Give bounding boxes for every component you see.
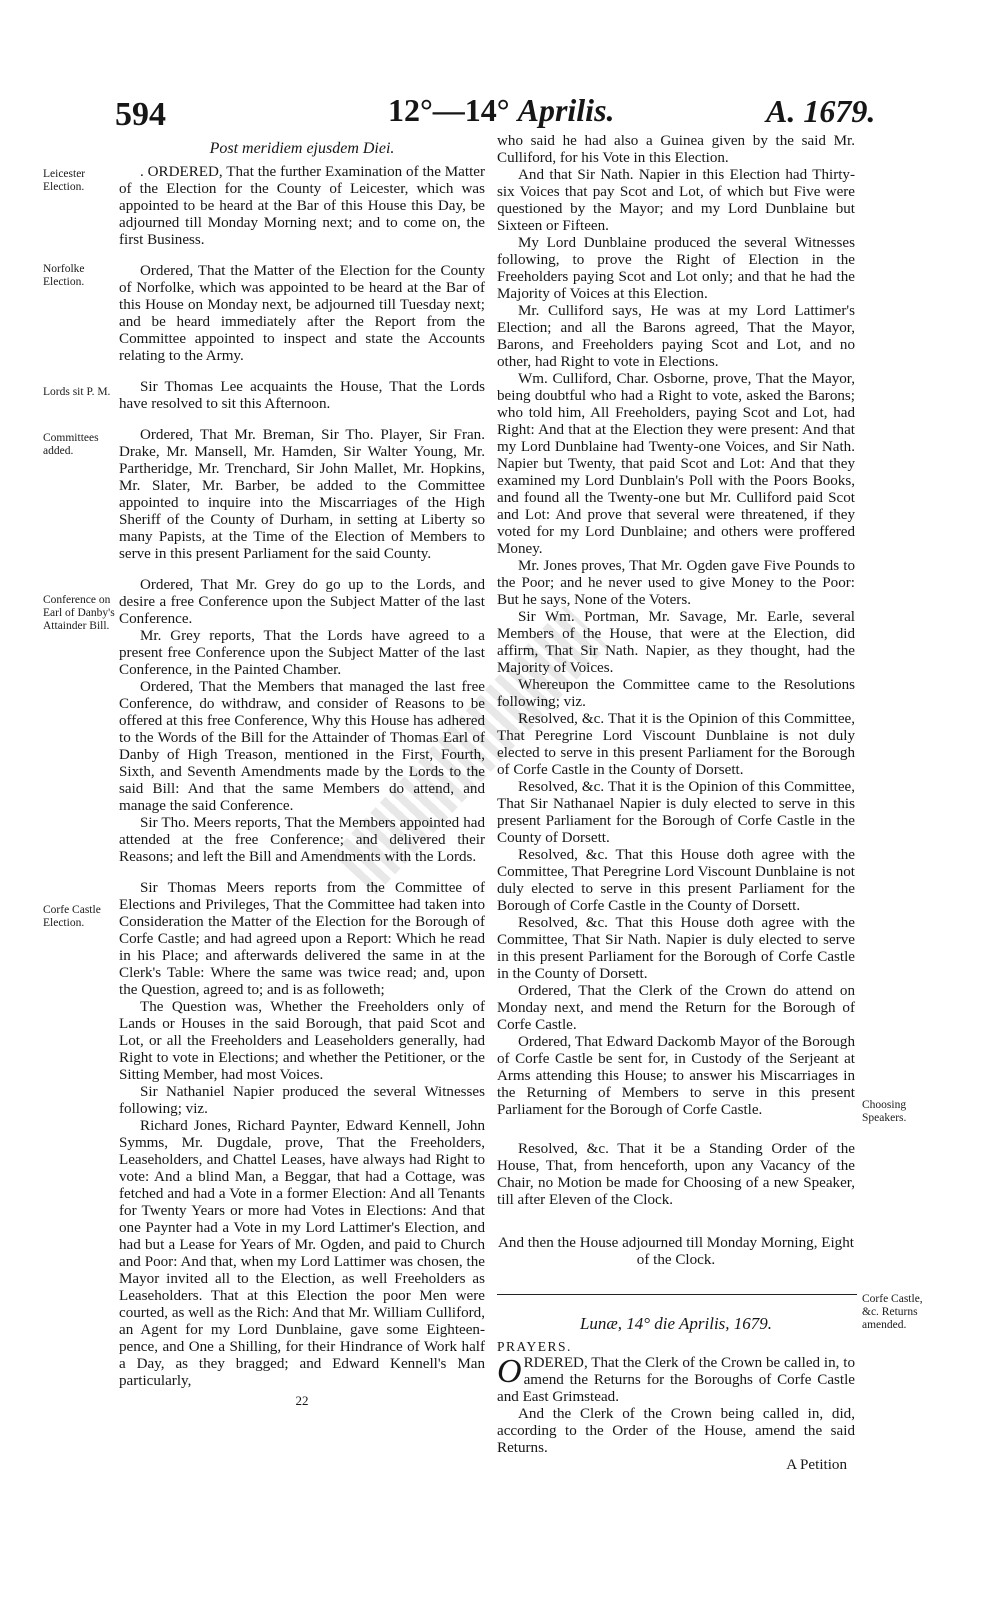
right-column: [497, 133, 855, 1474]
paragraph: Whereupon the Committee came to the Resolutions following; viz.: [497, 677, 855, 710]
paragraph: . ORDERED, That the further Examination of the Matter of the Election for the County of Leicester, which was appointed to be heard at the Bar of this House this Day, be adjourned till Monday Morning next; and to come on, the first Business.: [119, 164, 485, 248]
page-number: 594: [115, 96, 166, 133]
paragraph: Resolved, &c. That it be a Standing Order of the House, That, from henceforth, upon any Vacancy of the Chair, no Motion be made for Choosing of a new Speaker, till after Eleven of the Clock.: [497, 1141, 855, 1208]
paragraph: Wm. Culliford, Char. Osborne, prove, That the Mayor, being doubtful who had a Right to vote, asked the Barons; who told him, All Freeholders, paying Scot and Lot, had Right: And that at the Election they were present: And that my Lord Dunblaine had Twenty-one Voices, and Sir Nath. Napier but Twenty, that paid Scot and Lot: And that they examined my Lord Dunblain's Poll with the Poors Books, and found all the Twenty-one but Mr. Culliford paid Scot and Lot: And prove that several were threatened, if they voted for my Lord Dunblaine; and others were proffered Money.: [497, 371, 855, 557]
paragraph: Ordered, That Edward Dackomb Mayor of the Borough of Corfe Castle be sent for, in Custody of the Serjeant at Arms attending this House; to answer his Miscarriages in the Returning of Members to serve in this present Parliament for the Borough of Corfe Castle.: [497, 1034, 855, 1118]
margin-note-corfe-returns: Corfe Castle, &c. Returns amended.: [862, 1293, 923, 1331]
paragraph: Resolved, &c. That it is the Opinion of this Committee, That Peregrine Lord Viscount Dunblaine is not duly elected to serve in this present Parliament for the Borough of Corfe Castle in the County of Dorsett.: [497, 711, 855, 778]
section-title: Post meridiem ejusdem Diei.: [209, 140, 395, 157]
paragraph: Resolved, &c. That it is the Opinion of this Committee, That Sir Nathanael Napier is duly elected to serve in this present Parliament for the Borough of Corfe Castle in the County of Dorsett.: [497, 779, 855, 846]
paragraph: Sir Thomas Meers reports from the Committee of Elections and Privileges, That the Committee had taken into Consideration the Matter of the Election for the Borough of Corfe Castle; and had agreed upon a Report: Which he read in his Place; and afterwards delivered the same in at the Clerk's Table: Where the same was twice read; and, upon the Question, agreed to; and is as followeth;: [119, 880, 485, 998]
paragraph: Resolved, &c. That this House doth agree with the Committee, That Peregrine Lord Viscount Dunblaine is not duly elected to serve in this present Parliament for the Borough of Corfe Castle in the County of Dorsett.: [497, 847, 855, 914]
section-divider: [497, 1294, 857, 1295]
margin-note-committees: Committees added.: [43, 432, 99, 457]
margin-note-corfe: Corfe Castle Election.: [43, 904, 101, 929]
paragraph: Ordered, That the Matter of the Election for the County of Norfolke, which was appointed to be heard at the Bar of this House on Monday next, be adjourned till Tuesday next; and be heard immediately after the Report from the Committee appointed to inspect and state the Accounts relating to the Army.: [119, 263, 485, 364]
paragraph-text: RDERED, That the Clerk of the Crown be called in, to amend the Returns for the Boroughs of Corfe Castle and East Grimstead.: [497, 1355, 855, 1405]
paragraph: My Lord Dunblaine produced the several Witnesses following, to prove the Right of Election in the Freeholders paying Scot and Lot only; and that he had the Majority of Voices at this Election.: [497, 235, 855, 302]
catchword: A Petition: [786, 1457, 847, 1473]
margin-note-conference: Conference on Earl of Danby's Attainder Bill.: [43, 594, 115, 632]
signature-mark: 22: [295, 1393, 309, 1408]
paragraph: Sir Nathaniel Napier produced the several Witnesses following; viz.: [119, 1084, 485, 1117]
paragraph: [497, 1355, 855, 1406]
paragraph: Ordered, That the Members that managed the last free Conference, do withdraw, and consider of Reasons to be offered at this free Conference, Why this House has adhered to the Words of the Bill for the Attainder of Thomas Earl of Danby of High Treason, mentioned in the First, Fourth, Sixth, and Seventh Amendments made by the Lords to the said Bill: And that the same Members do attend, and manage the said Conference.: [119, 679, 485, 814]
paragraph: Ordered, That Mr. Grey do go up to the Lords, and desire a free Conference upon the Subject Matter of the last Conference.: [119, 577, 485, 627]
page-year: A. 1679.: [766, 93, 876, 129]
date-month: Aprilis.: [517, 92, 615, 128]
paragraph: Ordered, That Mr. Breman, Sir Tho. Player, Sir Fran. Drake, Mr. Mansell, Mr. Hamden, Sir Walter Young, Mr. Partheridge, Mr. Trenchard, Sir John Mallet, Mr. Hopkins, Mr. Slater, Mr. Barber, be added to the Committee appointed to inquire into the Miscarriages of the High Sheriff of the County of Durham, in setting at Liberty so many Papists, at the Time of the Election of Members to serve in this present Parliament for the said County.: [119, 427, 485, 562]
margin-note-choosing: Choosing Speakers.: [862, 1099, 907, 1124]
paragraph: Mr. Jones proves, That Mr. Ogden gave Five Pounds to the Poor; and he never used to give Money to the Poor: But he says, None of the Voters.: [497, 558, 855, 608]
adjournment-line: And then the House adjourned till Monday Morning, Eight of the Clock.: [498, 1235, 854, 1268]
paragraph: Sir Thomas Lee acquaints the House, That the Lords have resolved to sit this Afternoon.: [119, 379, 485, 412]
date-prefix: 12°—14°: [388, 92, 510, 128]
paragraph: The Question was, Whether the Freeholders only of Lands or Houses in the said Borough, that paid Scot and Lot, or all the Freeholders and Leaseholders generally, had Right to vote in Elections; and whether the Petitioner, or the Sitting Member, had most Voices.: [119, 999, 485, 1083]
paragraph: Richard Jones, Richard Paynter, Edward Kennell, John Symms, Mr. Dugdale, prove, That the Freeholders, Leaseholders, and Chattel Leases, have always had Right to vote: And a blind Man, a Beggar, that had a Cottage, was fetched and had a Vote in a former Election: And all Tenants for Twenty Years or more had Votes in Elections: And that one Paynter had a Vote in my Lord Lattimer's Election, and had but a Lease for Years of Mr. Ogden, and paid to Church and Poor: And that, when my Lord Lattimer was chosen, the Mayor invited all to the Election, as well Freeholders as Leaseholders. That at this Election the poor Men were courted, as well as the Rich: And that Mr. William Culliford, an Agent for my Lord Dunblaine, gave some Eighteen-pence, and One a Shilling, for their Hindrance of Work half a Day, as they bragged; and Edward Kennell's Man particularly,: [119, 1118, 485, 1389]
margin-note-norfolke: Norfolke Election.: [43, 263, 85, 288]
paragraph: Mr. Culliford says, He was at my Lord Lattimer's Election; and all the Barons agreed, That the Mayor, Barons, and Freeholders paying Scot and Lot, and no other, had Right to vote in Elections.: [497, 303, 855, 370]
paragraph: Sir Tho. Meers reports, That the Members appointed had attended at the free Conference; and delivered their Reasons; and left the Bill and Amendments with the Lords.: [119, 815, 485, 865]
paragraph: Resolved, &c. That this House doth agree with the Committee, That Sir Nath. Napier is duly elected to serve in this present Parliament for the Borough of Corfe Castle in the County of Dorsett.: [497, 915, 855, 982]
paragraph: Ordered, That the Clerk of the Crown do attend on Monday next, and mend the Return for the Borough of Corfe Castle.: [497, 983, 855, 1033]
paragraph: Sir Wm. Portman, Mr. Savage, Mr. Earle, several Members of the House, that were at the Election, did affirm, That Sir Nath. Napier, as they thought, had the Majority of Voices.: [497, 609, 855, 676]
page-date-header: [388, 92, 615, 129]
paragraph: And that Sir Nath. Napier in this Election had Thirty-six Voices that pay Scot and Lot, of which but Five were questioned by the Mayor; and my Lord Dunblaine but Sixteen or Fifteen.: [497, 167, 855, 234]
prayers-heading: PRAYERS.: [497, 1339, 572, 1354]
drop-cap: O: [497, 1353, 522, 1390]
left-column: [119, 140, 485, 1409]
margin-note-leicester: Leicester Election.: [43, 168, 86, 193]
paragraph: Mr. Grey reports, That the Lords have agreed to a present free Conference upon the Subject Matter of the last Conference, in the Painted Chamber.: [119, 628, 485, 678]
day-title: Lunæ, 14° die Aprilis, 1679.: [579, 1314, 773, 1333]
margin-note-lords-sit: Lords sit P. M.: [43, 386, 111, 398]
paragraph: who said he had also a Guinea given by the said Mr. Culliford, for his Vote in this Election.: [497, 133, 855, 166]
paragraph: And the Clerk of the Crown being called in, did, according to the Order of the House, amend the said Returns.: [497, 1406, 855, 1456]
